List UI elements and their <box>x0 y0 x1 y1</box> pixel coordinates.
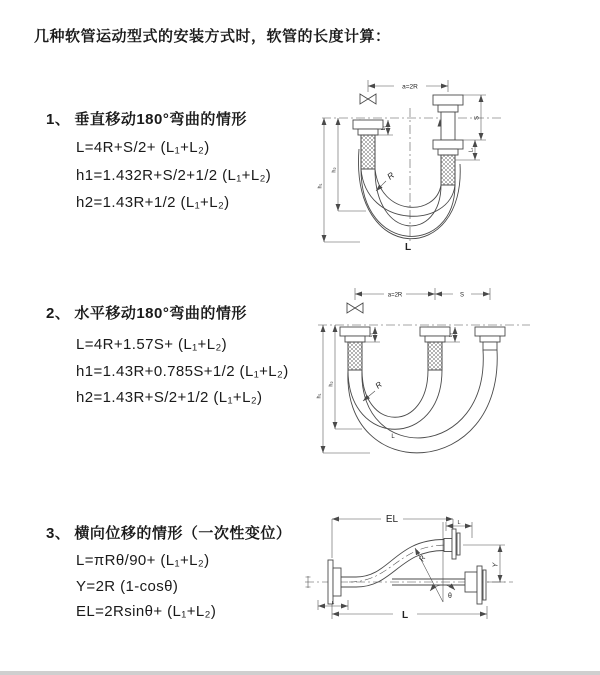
d3-dim-l: L <box>401 610 409 621</box>
left-flange <box>328 560 341 604</box>
section-3-formula-Y: Y=2R (1-cosθ) <box>76 578 179 595</box>
left-braided-section <box>361 135 375 169</box>
section-3-title: 横向位移的情形（一次性变位） <box>74 525 292 542</box>
right-fitting <box>475 327 505 350</box>
d1-dim-h2: h₂ <box>331 167 338 173</box>
hose-curves <box>349 540 447 588</box>
right-flange <box>465 566 486 604</box>
section-1-formula-L: L=4R+S/2+ (L₁+L₂) <box>76 139 210 156</box>
d2-dim-l: L <box>391 434 395 440</box>
right-fitting <box>433 95 463 155</box>
d1-dim-l: L <box>404 242 412 253</box>
upper-flange <box>444 529 460 559</box>
angle-arc <box>430 585 455 591</box>
page-bottom-edge <box>0 671 600 675</box>
d3-dim-theta: θ <box>448 593 452 600</box>
d1-dim-a2r: a=2R <box>402 83 418 91</box>
d3-dim-l-fitting: L <box>457 520 461 526</box>
section-1-heading <box>46 108 247 129</box>
section-2-formula-L: L=4R+1.57S+ (L₁+L₂) <box>76 336 228 353</box>
d1-dim-h1: h₁ <box>317 183 324 189</box>
hose-curves <box>348 350 497 453</box>
left-fitting <box>340 327 370 342</box>
section-1-formula-h2: h2=1.43R+1/2 (L₁+L₂) <box>76 194 230 211</box>
section-3-formula-L: L=πRθ/90+ (L₁+L₂) <box>76 552 210 569</box>
d2-dim-a2r: a=2R <box>387 292 403 299</box>
diagram-horizontal-bend <box>312 281 537 466</box>
diagram-vertical-bend <box>314 74 534 264</box>
d2-dim-r: R <box>373 379 384 391</box>
section-2-number: 2、 <box>46 305 71 322</box>
valve-icon <box>347 303 363 313</box>
valve-icon <box>360 94 376 104</box>
d2-dim-h2: h₂ <box>328 381 335 387</box>
d2-dim-l2: L₂ <box>448 332 453 338</box>
section-1-title: 垂直移动180°弯曲的情形 <box>74 111 247 128</box>
d1-dim-l2: L₂ <box>468 147 475 153</box>
section-3-heading <box>46 522 291 543</box>
d3-dim-y: Y <box>492 562 500 568</box>
d1-dim-r: R <box>385 169 397 182</box>
d1-dim-s: S <box>474 115 481 121</box>
d3-dim-l-left: L <box>331 600 335 605</box>
section-2-formula-h1: h1=1.43R+0.785S+1/2 (L₁+L₂) <box>76 363 289 380</box>
diagram-lateral-displacement <box>297 502 567 642</box>
section-3-number: 3、 <box>46 525 71 542</box>
d2-dim-l1: L₁ <box>368 332 373 338</box>
section-3-formula-EL: EL=2Rsinθ+ (L₁+L₂) <box>76 603 217 620</box>
d2-dim-s: S <box>459 292 465 299</box>
section-2-title: 水平移动180°弯曲的情形 <box>74 305 247 322</box>
page-title: 几种软管运动型式的安装方式时，软管的长度计算： <box>34 28 391 45</box>
left-fitting <box>353 120 383 135</box>
left-braided-section <box>348 342 362 370</box>
center-fitting <box>420 327 450 342</box>
center-braided-section <box>428 342 442 370</box>
section-2-heading <box>46 302 247 323</box>
d3-dim-r: R <box>416 553 428 563</box>
d1-dim-l1: L₁ <box>381 125 387 131</box>
d3-dim-el: EL <box>385 514 399 525</box>
section-2-formula-h2: h2=1.43R+S/2+1/2 (L₁+L₂) <box>76 389 263 406</box>
section-1-formula-h1: h1=1.432R+S/2+1/2 (L₁+L₂) <box>76 167 272 184</box>
d2-dim-h1: h₁ <box>316 393 323 399</box>
right-braided-section <box>441 155 455 185</box>
section-1-number: 1、 <box>46 111 71 128</box>
